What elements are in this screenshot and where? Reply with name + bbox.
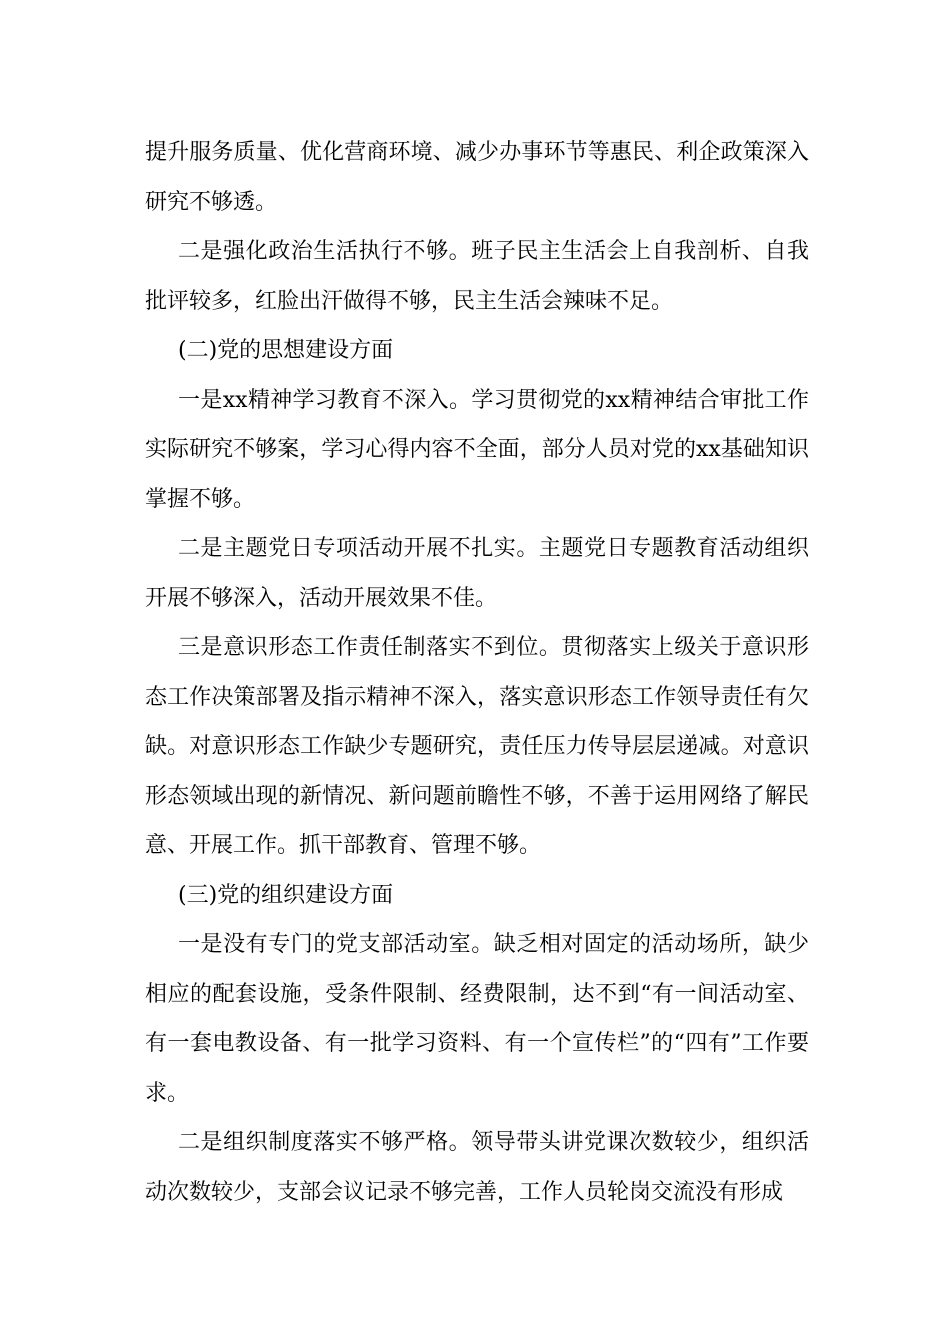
section-heading-ideological: (二)党的思想建设方面 — [178, 338, 394, 363]
paragraph-continuation: 提升服务质量、优化营商环境、减少办事环节等惠民、利企政策深入研究不够透。 — [145, 140, 809, 215]
paragraph-ideology-responsibility: 三是意识形态工作责任制落实不到位。贯彻落实上级关于意识形态工作决策部署及指示精神不深入，落实意识形态工作领导责任有欠缺。对意识形态工作缺少专题研究，责任压力传导层层递减。对意识形态领域出现的新情况、新问题前瞻性不够，不善于运用网络了解民意、开展工作。抓干部教育、管理不够。 — [145, 635, 809, 858]
paragraph-party-day: 二是主题党日专项活动开展不扎实。主题党日专题教育活动组织开展不够深入，活动开展效果不佳。 — [145, 536, 809, 611]
paragraph-organization-system: 二是组织制度落实不够严格。领导带头讲党课次数较少，组织活动次数较少，支部会议记录不够完善，工作人员轮岗交流没有形成 — [145, 1130, 809, 1205]
section-heading-organizational: (三)党的组织建设方面 — [178, 882, 394, 908]
paragraph-study-education: 一是xx精神学习教育不深入。学习贯彻党的xx精神结合审批工作实际研究不够案，学习心得内容不全面，部分人员对党的xx基础知识掌握不够。 — [145, 387, 809, 512]
paragraph-political-life: 二是强化政治生活执行不够。班子民主生活会上自我剖析、自我批评较多，红脸出汗做得不够，民主生活会辣味不足。 — [145, 239, 809, 314]
paragraph-activity-room: 一是没有专门的党支部活动室。缺乏相对固定的活动场所，缺少相应的配套设施，受条件限制、经费限制，达不到“有一间活动室、有一套电教设备、有一批学习资料、有一个宣传栏”的“四有”工作要求。 — [145, 932, 809, 1106]
document-page — [145, 128, 809, 1217]
